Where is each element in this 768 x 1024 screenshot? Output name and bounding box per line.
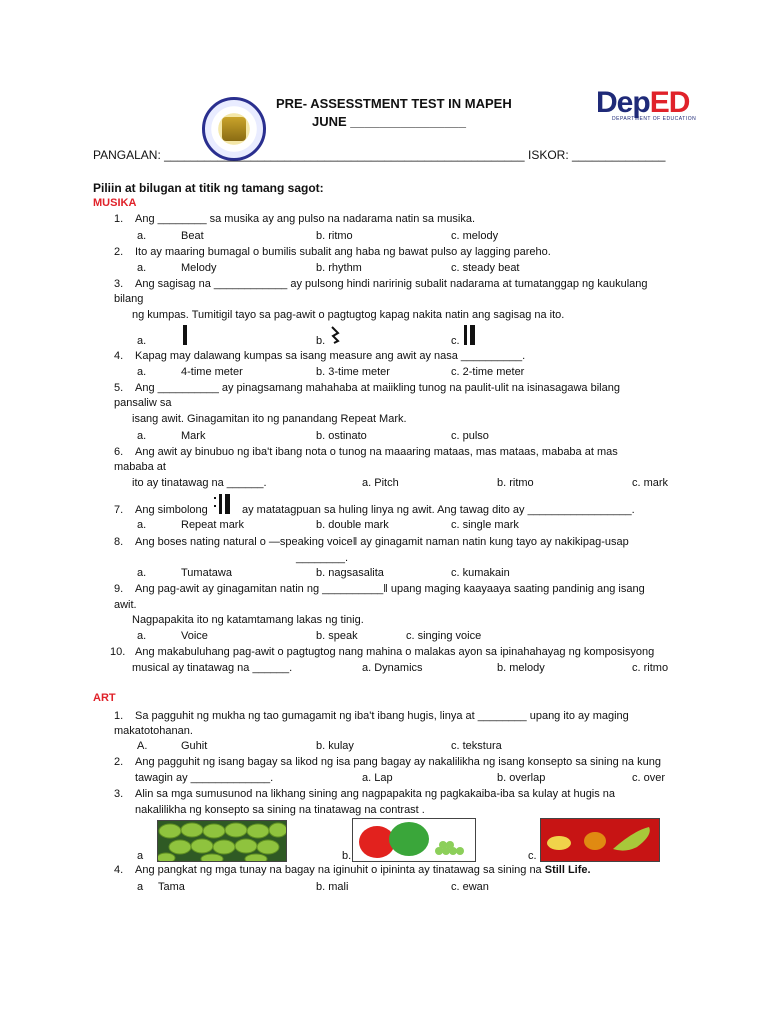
q5-text-line3: isang awit. Ginagamitan ito ng panandang Repeat Mark.: [132, 413, 407, 425]
art-q3-choice-a-letter: a: [137, 850, 144, 862]
q10-text-line1: Ang makabuluhang pag-awit o pagtugtog nang mahina o malakas ayon sa ipinahahayag ng komposisyong: [135, 646, 655, 658]
q7-number: 7.: [114, 504, 124, 516]
score-field-label: ISKOR: ______________: [528, 148, 666, 162]
q4-choice-a-letter: a.: [137, 366, 147, 378]
q3-text-line2: bilang: [114, 293, 144, 305]
q8-choice-b: b. nagsasalita: [316, 567, 384, 579]
q3-choice-a-letter: a.: [137, 335, 147, 347]
q1-choice-a: Beat: [181, 230, 204, 242]
q5-number: 5.: [114, 382, 124, 394]
q6-choice-b: b. ritmo: [497, 477, 534, 489]
q2-choice-a: Melody: [181, 262, 217, 274]
section-musika-heading: MUSIKA: [93, 197, 137, 209]
q4-choice-b: b. 3-time meter: [316, 366, 390, 378]
q1-text: Ang ________ sa musika ay ang pulso na nadarama natin sa musika.: [135, 213, 475, 225]
art-q4-choice-a: Tama: [158, 881, 185, 893]
q6-choice-a: a. Pitch: [362, 477, 399, 489]
q5-choice-a-letter: a.: [137, 430, 147, 442]
deped-logo: DepED DEPARTMENT OF EDUCATION: [596, 86, 697, 122]
q9-text-line2: awit.: [114, 599, 137, 611]
q6-text-line1: Ang awit ay binubuo ng iba't ibang nota o tunog na maaaring mataas, mas mataas, mababa at mas: [135, 446, 618, 458]
q10-text-line2: musical ay tinatawag na ______.: [132, 662, 293, 674]
q3-choice-c-letter: c.: [451, 335, 460, 347]
double-bar-thick-icon: [470, 325, 475, 345]
art-q1-choice-b: b. kulay: [316, 740, 354, 752]
art-q4-choice-a-letter: a: [137, 881, 144, 893]
art-q4-choice-b: b. mali: [316, 881, 349, 893]
q8-number: 8.: [114, 536, 124, 548]
art-q2-choice-c: c. over: [632, 772, 666, 784]
art-q4-number: 4.: [114, 864, 124, 876]
test-subtitle: JUNE ________________: [312, 114, 466, 129]
q10-choice-b: b. melody: [497, 662, 545, 674]
q9-text-line1: Ang pag-awit ay ginagamitan natin ng __________‖ upang maging kaayaaya saating pandinig ang isang: [135, 583, 645, 595]
q1-choice-b: b. ritmo: [316, 230, 353, 242]
q4-choice-a: 4-time meter: [181, 366, 243, 378]
mangoes-image: [157, 820, 287, 862]
q7-choice-a-letter: a.: [137, 519, 147, 531]
q7-choice-b: b. double mark: [316, 519, 389, 531]
q9-choice-a-letter: a.: [137, 630, 147, 642]
q8-text-line2: ________.: [296, 552, 348, 564]
q8-choice-c: c. kumakain: [451, 567, 510, 579]
q2-choice-c: c. steady beat: [451, 262, 520, 274]
q4-number: 4.: [114, 350, 124, 362]
art-q3-text-line1: Alin sa mga sumusunod na likhang sining ang nagpapakita ng pagkakaiba-iba sa kulay at hugis na: [135, 788, 616, 800]
art-q2-number: 2.: [114, 756, 124, 768]
art-q2-text-line2: tawagin ay _____________.: [135, 772, 274, 784]
q10-choice-a: a. Dynamics: [362, 662, 423, 674]
q5-choice-b: b. ostinato: [316, 430, 367, 442]
q3-text-line1: Ang sagisag na ____________ ay pulsong hindi naririnig subalit nadarama at tumatanggap ng kaukulang: [135, 278, 648, 290]
q3-number: 3.: [114, 278, 124, 290]
fruits-drawing-image: [352, 818, 476, 862]
quarter-rest-symbol-icon: [328, 326, 342, 344]
q4-choice-c: c. 2-time meter: [451, 366, 525, 378]
test-title: PRE- ASSESSTMENT TEST IN MAPEH: [276, 96, 512, 111]
double-bar-thin-icon: [464, 325, 467, 345]
art-q3-choice-b-letter: b.: [342, 850, 352, 862]
name-field-label: PANGALAN: ______________________________________________________: [93, 148, 525, 162]
art-q4-text-bold: Still Life.: [544, 864, 591, 876]
q7-choice-c: c. single mark: [451, 519, 519, 531]
q9-text-line3: Nagpapakita ito ng katamtamang lakas ng tinig.: [132, 614, 364, 626]
art-q3-number: 3.: [114, 788, 124, 800]
q6-text-line3: ito ay tinatawag na ______.: [132, 477, 267, 489]
q1-choice-c: c. melody: [451, 230, 499, 242]
art-q2-choice-a: a. Lap: [362, 772, 393, 784]
q5-choice-c: c. pulso: [451, 430, 489, 442]
repeat-dot-top-icon: [214, 497, 216, 499]
q10-choice-c: c. ritmo: [632, 662, 669, 674]
q9-choice-b: b. speak: [316, 630, 358, 642]
q3-choice-b-letter: b.: [316, 335, 326, 347]
q7-text-pre: Ang simbolong: [135, 504, 208, 516]
seal-emblem-icon: [222, 117, 246, 141]
whole-rest-symbol-icon: [183, 325, 187, 345]
q4-text: Kapag may dalawang kumpas sa isang measure ang awit ay nasa __________.: [135, 350, 526, 362]
q9-number: 9.: [114, 583, 124, 595]
q7-choice-a: Repeat mark: [181, 519, 244, 531]
q5-text-line2: pansaliw sa: [114, 397, 172, 409]
art-q1-choice-c: c. tekstura: [451, 740, 502, 752]
q5-choice-a: Mark: [181, 430, 206, 442]
q2-text: Ito ay maaring bumagal o bumilis subalit ang haba ng bawat pulso ay lagging pareho.: [135, 246, 551, 258]
section-art-heading: ART: [93, 692, 116, 704]
q1-number: 1.: [114, 213, 124, 225]
q3-text-line3: ng kumpas. Tumitigil tayo sa pag-awit o pagtugtog kapag nakita natin ang sagisag na ito.: [132, 309, 565, 321]
q8-choice-a: Tumatawa: [181, 567, 232, 579]
repeat-dot-bottom-icon: [214, 505, 216, 507]
q7-text-post: ay matatagpuan sa huling linya ng awit. Ang tawag dito ay _________________.: [242, 504, 635, 516]
art-q1-choice-a: Guhit: [181, 740, 208, 752]
art-q4-text: [135, 864, 591, 876]
q1-choice-a-letter: a.: [137, 230, 147, 242]
q2-choice-a-letter: a.: [137, 262, 147, 274]
q6-choice-c: c. mark: [632, 477, 669, 489]
instructions: Piliin at bilugan at titik ng tamang sagot:: [93, 181, 324, 195]
art-q1-text-line1: Sa pagguhit ng mukha ng tao gumagamit ng iba't ibang hugis, linya at ________ upang ito ay maging: [135, 710, 629, 722]
q6-number: 6.: [114, 446, 124, 458]
q10-number: 10.: [110, 646, 126, 658]
q8-choice-a-letter: a.: [137, 567, 147, 579]
q6-text-line2: mababa at: [114, 461, 166, 473]
art-q1-choice-a-letter: A.: [137, 740, 148, 752]
q8-text-line1: Ang boses nating natural o —speaking voice‖ ay ginagamit naman natin kung tayo ay nakikipag-usap: [135, 536, 629, 548]
art-q3-choice-c-letter: c.: [528, 850, 537, 862]
q9-choice-a: Voice: [181, 630, 208, 642]
repeat-bar-thin-icon: [219, 494, 222, 514]
q2-number: 2.: [114, 246, 124, 258]
art-q4-choice-c: c. ewan: [451, 881, 489, 893]
art-q2-text-line1: Ang pagguhit ng isang bagay sa likod ng isa pang bagay ay nakalilikha ng isang konsepto sa sining na kung: [135, 756, 661, 768]
art-q1-text-line2: makatotohanan.: [114, 725, 193, 737]
q9-choice-c: c. singing voice: [406, 630, 482, 642]
repeat-bar-thick-icon: [225, 494, 230, 514]
art-q3-text-line2: nakalilikha ng konsepto sa sining na tinatawag na contrast .: [135, 804, 425, 816]
art-q1-number: 1.: [114, 710, 124, 722]
q5-text-line1: Ang __________ ay pinagsamang mahahaba at maiikling tunog na paulit-ulit na isinasagawa bilang: [135, 382, 620, 394]
q2-choice-b: b. rhythm: [316, 262, 362, 274]
art-q4-text-plain: Ang pangkat ng mga tunay na bagay na iginuhit o ipininta ay tinatawag sa sining na: [135, 864, 545, 876]
art-q2-choice-b: b. overlap: [497, 772, 546, 784]
fruits-contrast-image: [540, 818, 660, 862]
